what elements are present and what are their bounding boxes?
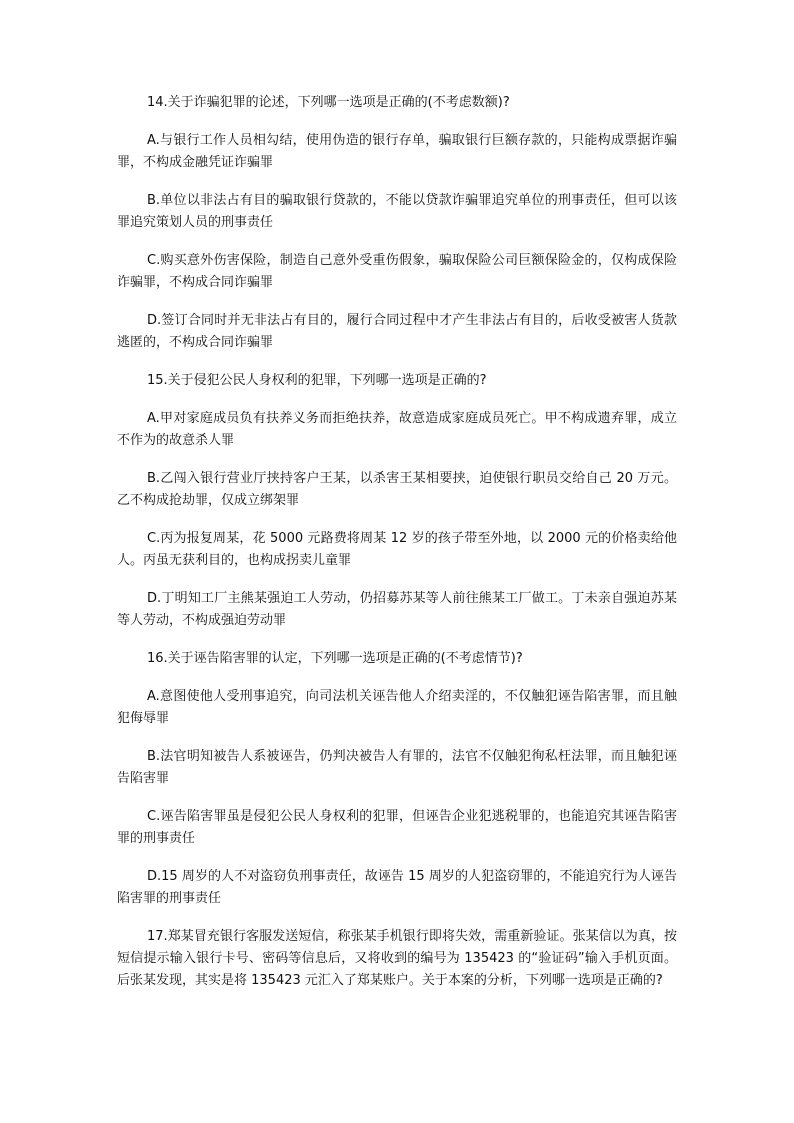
- question-14-option-c: C.购买意外伤害保险，制造自己意外受重伤假象，骗取保险公司巨额保险金的，仅构成保险诈骗罪，不构成合同诈骗罪: [117, 253, 677, 290]
- question-14-option-b: B.单位以非法占有目的骗取银行贷款的，不能以贷款诈骗罪追究单位的刑事责任，但可以该罪追究策划人员的刑事责任: [117, 193, 677, 230]
- question-15-option-a: A.甲对家庭成员负有扶养义务而拒绝扶养，故意造成家庭成员死亡。甲不构成遗弃罪，成立不作为的故意杀人罪: [117, 411, 677, 448]
- question-14-stem: 14.关于诈骗犯罪的论述，下列哪一选项是正确的(不考虑数额)?: [147, 95, 510, 110]
- question-16-option-b: B.法官明知被告人系被诬告，仍判决被告人有罪的，法官不仅触犯徇私枉法罪，而且触犯诬告陷害罪: [117, 749, 677, 786]
- question-15-stem: 15.关于侵犯公民人身权利的犯罪，下列哪一选项是正确的?: [147, 373, 487, 388]
- question-15-option-c: C.丙为报复周某，花 5000 元路费将周某 12 岁的孩子带至外地，以 2000 元的价格卖给他人。丙虽无获利目的，也构成拐卖儿童罪: [117, 531, 677, 568]
- question-17-stem: 17.郑某冒充银行客服发送短信，称张某手机银行即将失效，需重新验证。张某信以为真，按短信提示输入银行卡号、密码等信息后，又将收到的编号为 135423 的“验证码”输入手机页面。后张某发现，其实是将 135423 元汇入了郑某账户。关于本案的分析，下列哪一选项是正确的?: [117, 929, 677, 988]
- document-page: [117, 92, 677, 1008]
- question-16-option-d: D.15 周岁的人不对盗窃负刑事责任，故诬告 15 周岁的人犯盗窃罪的，不能追究行为人诬告陷害罪的刑事责任: [117, 869, 677, 906]
- question-14-option-d: D.签订合同时并无非法占有目的，履行合同过程中才产生非法占有目的，后收受被害人货款逃匿的，不构成合同诈骗罪: [117, 313, 677, 350]
- question-14-option-a: A.与银行工作人员相勾结，使用伪造的银行存单，骗取银行巨额存款的，只能构成票据诈骗罪，不构成金融凭证诈骗罪: [117, 133, 677, 170]
- question-16-option-a: A.意图使他人受刑事追究，向司法机关诬告他人介绍卖淫的，不仅触犯诬告陷害罪，而且触犯侮辱罪: [117, 689, 677, 726]
- question-16-stem: 16.关于诬告陷害罪的认定，下列哪一选项是正确的(不考虑情节)?: [147, 651, 523, 666]
- question-15-option-b: B.乙闯入银行营业厅挟持客户王某，以杀害王某相要挟，迫使银行职员交给自己 20 万元。乙不构成抢劫罪，仅成立绑架罪: [117, 471, 677, 508]
- question-15-option-d: D.丁明知工厂主熊某强迫工人劳动，仍招募苏某等人前往熊某工厂做工。丁未亲自强迫苏某等人劳动，不构成强迫劳动罪: [117, 591, 677, 628]
- question-16-option-c: C.诬告陷害罪虽是侵犯公民人身权利的犯罪，但诬告企业犯逃税罪的，也能追究其诬告陷害罪的刑事责任: [117, 809, 677, 846]
